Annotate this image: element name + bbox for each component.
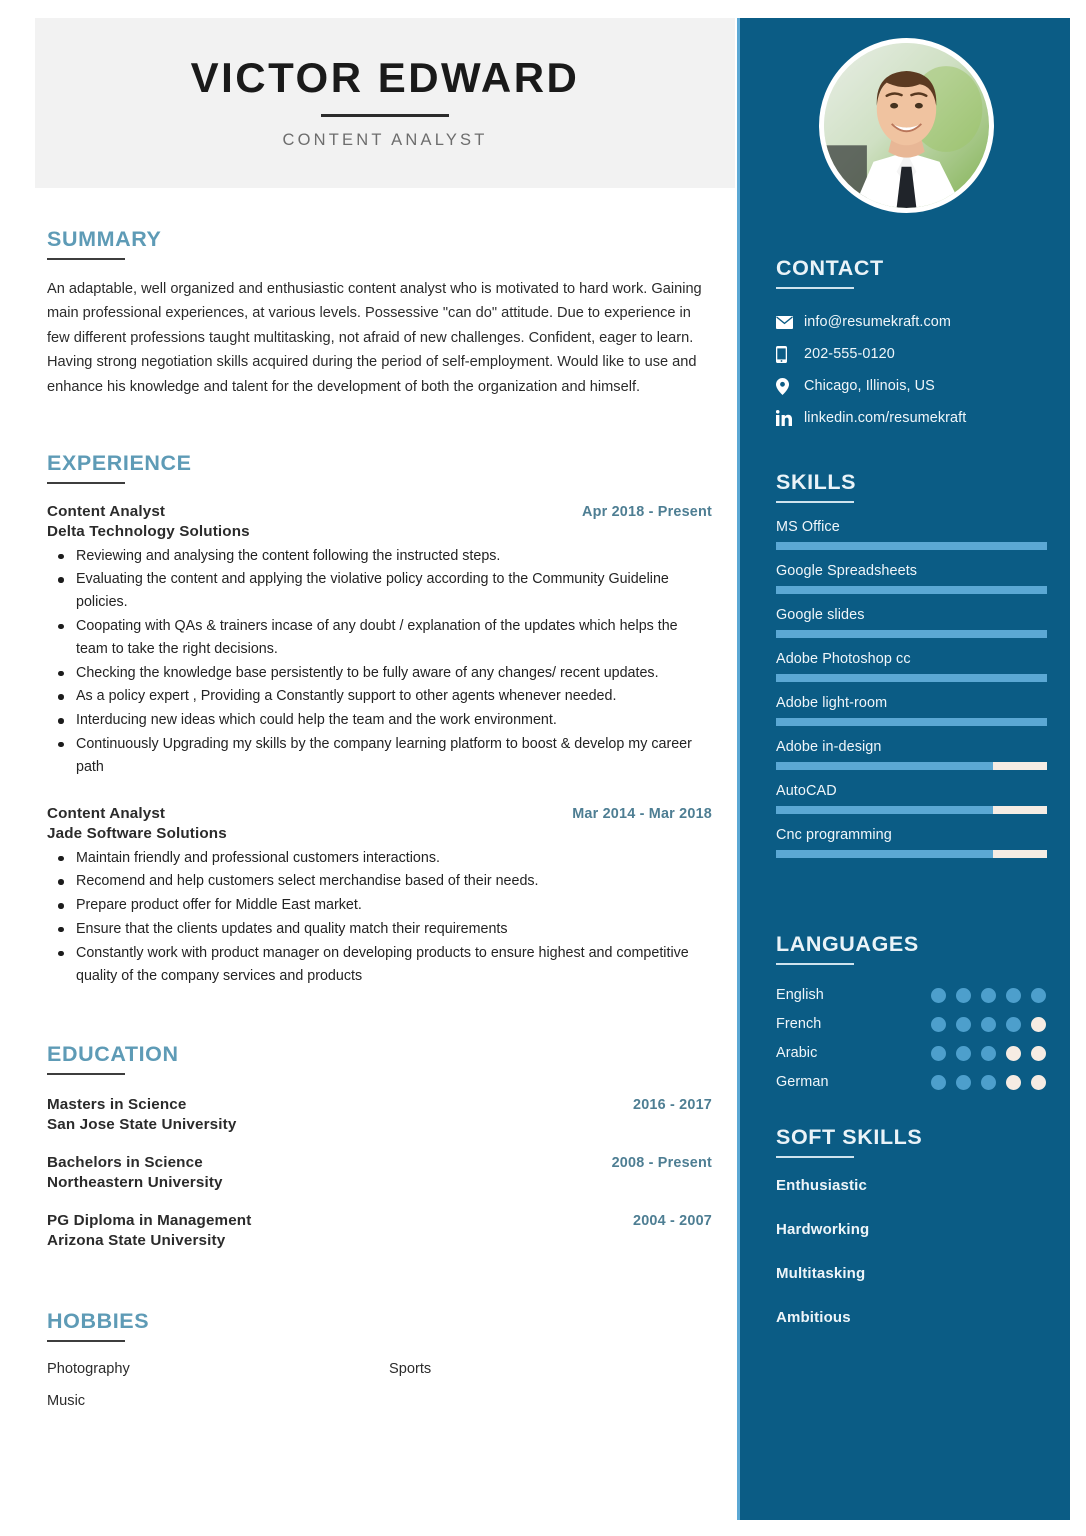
- soft-skills-list: [776, 1177, 1048, 1326]
- hobbies-list: [47, 1361, 712, 1409]
- contact-item-phone[interactable]: [776, 339, 1048, 370]
- skill-bar-track: [776, 630, 1047, 638]
- languages-list: [776, 981, 1048, 1097]
- contact-phone-text: 202-555-0120: [804, 346, 895, 363]
- summary-heading: SUMMARY: [47, 227, 162, 251]
- soft-skills-heading: SOFT SKILLS: [776, 1125, 923, 1149]
- language-rating: [931, 988, 1046, 1003]
- soft-skill-item: Hardworking: [776, 1220, 870, 1238]
- experience-job-date: Mar 2014 - Mar 2018: [572, 805, 712, 822]
- contact-item-linkedin[interactable]: [776, 403, 1048, 434]
- contact-email-text: info@resumekraft.com: [804, 314, 951, 331]
- soft-skill-item: Ambitious: [776, 1308, 851, 1326]
- experience-bullet: Maintain friendly and professional customers interactions.: [47, 847, 712, 870]
- education-entry-header: [47, 1096, 712, 1113]
- language-name: Arabic: [776, 1045, 818, 1062]
- education-degree: Masters in Science: [47, 1095, 187, 1113]
- experience-bullet: Prepare product offer for Middle East market.: [47, 894, 712, 917]
- language-item: [776, 1068, 1048, 1097]
- languages-heading-rule: [776, 963, 854, 965]
- skill-bar-track: [776, 674, 1047, 682]
- hobbies-section: [47, 1310, 712, 1409]
- experience-heading: EXPERIENCE: [47, 451, 192, 475]
- mobile-phone-icon: [776, 346, 798, 363]
- contact-item-email[interactable]: [776, 307, 1048, 338]
- education-entry: [47, 1096, 712, 1133]
- contact-location-text: Chicago, Illinois, US: [804, 378, 935, 395]
- rating-dot-filled: [981, 988, 996, 1003]
- soft-skill-item: Multitasking: [776, 1264, 866, 1282]
- experience-company: Delta Technology Solutions: [47, 522, 250, 540]
- location-pin-icon: [776, 378, 798, 395]
- skill-bar-fill: [776, 718, 1047, 726]
- experience-entry: [47, 503, 712, 779]
- rating-dot-filled: [931, 1075, 946, 1090]
- education-school: Northeastern University: [47, 1173, 223, 1191]
- education-entry-header: [47, 1154, 712, 1171]
- rating-dot-empty: [1031, 1046, 1046, 1061]
- experience-bullet: Evaluating the content and applying the violative policy according to the Community Guideline policies.: [47, 568, 712, 614]
- hobby-item: Music: [47, 1392, 86, 1409]
- experience-company: Jade Software Solutions: [47, 824, 227, 842]
- skill-bar-track: [776, 718, 1047, 726]
- experience-bullet-list: [47, 847, 712, 988]
- education-entry: [47, 1154, 712, 1191]
- experience-job-title: Content Analyst: [47, 804, 166, 822]
- hobbies-heading-rule: [47, 1340, 125, 1342]
- skill-item: [776, 651, 1048, 682]
- language-rating: [931, 1075, 1046, 1090]
- skill-name: AutoCAD: [776, 782, 837, 799]
- skill-bar-track: [776, 806, 1047, 814]
- skill-item: [776, 563, 1048, 594]
- experience-bullet: As a policy expert , Providing a Constantly support to other agents whenever needed.: [47, 685, 712, 708]
- soft-skills-heading-rule: [776, 1156, 854, 1158]
- contact-list: [776, 307, 1048, 434]
- experience-bullet: Continuously Upgrading my skills by the company learning platform to boost & develop my career path: [47, 733, 712, 779]
- contact-item-location[interactable]: [776, 371, 1048, 402]
- skills-section: [776, 471, 1048, 871]
- skill-item: [776, 695, 1048, 726]
- profile-photo: [824, 43, 989, 208]
- rating-dot-empty: [1006, 1075, 1021, 1090]
- rating-dot-filled: [931, 1017, 946, 1032]
- rating-dot-filled: [956, 988, 971, 1003]
- envelope-icon: [776, 316, 798, 329]
- summary-text: An adaptable, well organized and enthusiastic content analyst who is motivated to hard work. Gaining main professional experiences, at various levels. Possessive "can do" attitude. Due to experience in few different professions taught multitasking, not afraid of new challenges. Confident, eager to learn. Having strong negotiation skills acquired during the period of self-employment. Would like to use and enhance his knowledge and talent for the development of both the organization and himself.: [47, 280, 702, 395]
- language-rating: [931, 1046, 1046, 1061]
- skill-bar-track: [776, 850, 1047, 858]
- rating-dot-filled: [956, 1017, 971, 1032]
- skill-item: [776, 827, 1048, 858]
- soft-skills-section: [776, 1126, 1048, 1353]
- experience-bullet: Reviewing and analysing the content following the instructed steps.: [47, 545, 712, 568]
- rating-dot-filled: [956, 1075, 971, 1090]
- rating-dot-empty: [1006, 1046, 1021, 1061]
- experience-bullet: Coopating with QAs & trainers incase of any doubt / explanation of the updates which helps the team to take the right decisions.: [47, 615, 712, 661]
- education-entry: [47, 1212, 712, 1249]
- skill-bar-fill: [776, 542, 1047, 550]
- hobbies-heading: HOBBIES: [47, 1309, 150, 1333]
- linkedin-icon: [776, 410, 798, 426]
- experience-job-date: Apr 2018 - Present: [582, 503, 712, 520]
- language-name: French: [776, 1016, 822, 1033]
- summary-section: [47, 228, 712, 399]
- skills-heading-rule: [776, 501, 854, 503]
- education-heading: EDUCATION: [47, 1042, 179, 1066]
- skill-bar-fill: [776, 806, 993, 814]
- full-name: VICTOR EDWARD: [190, 53, 580, 101]
- soft-skill-item: Enthusiastic: [776, 1176, 867, 1194]
- skill-bar-track: [776, 542, 1047, 550]
- language-rating: [931, 1017, 1046, 1032]
- skill-item: [776, 607, 1048, 638]
- education-date: 2008 - Present: [611, 1154, 712, 1171]
- experience-bullet: Checking the knowledge base persistently to be fully aware of any changes/ recent updates.: [47, 662, 712, 685]
- contact-heading: CONTACT: [776, 256, 884, 280]
- languages-heading: LANGUAGES: [776, 932, 919, 956]
- sidebar: [737, 18, 1070, 1520]
- summary-heading-rule: [47, 258, 125, 260]
- name-divider: [321, 114, 449, 117]
- avatar: [819, 38, 994, 213]
- skill-item: [776, 783, 1048, 814]
- contact-heading-rule: [776, 287, 854, 289]
- rating-dot-filled: [931, 988, 946, 1003]
- experience-bullet: Ensure that the clients updates and quality match their requirements: [47, 918, 712, 941]
- rating-dot-empty: [1031, 1075, 1046, 1090]
- rating-dot-filled: [1006, 988, 1021, 1003]
- skills-list: [776, 519, 1048, 858]
- skill-item: [776, 739, 1048, 770]
- job-title-subtitle: CONTENT ANALYST: [282, 130, 488, 149]
- language-item: [776, 981, 1048, 1010]
- skill-bar-fill: [776, 674, 1047, 682]
- header-banner: [35, 18, 735, 188]
- skill-name: Adobe Photoshop cc: [776, 650, 911, 667]
- experience-bullet-list: [47, 545, 712, 779]
- contact-section: [776, 257, 1048, 435]
- skill-name: Adobe light-room: [776, 694, 888, 711]
- skill-bar-fill: [776, 762, 993, 770]
- experience-bullet: Constantly work with product manager on developing products to ensure highest and competitive quality of the company services and products: [47, 942, 712, 988]
- language-name: English: [776, 987, 824, 1004]
- skill-name: Cnc programming: [776, 826, 892, 843]
- skill-bar-fill: [776, 586, 1047, 594]
- skills-heading: SKILLS: [776, 470, 857, 494]
- education-degree: PG Diploma in Management: [47, 1211, 252, 1229]
- rating-dot-filled: [981, 1075, 996, 1090]
- rating-dot-filled: [1006, 1017, 1021, 1032]
- skill-name: Google slides: [776, 606, 865, 623]
- rating-dot-filled: [931, 1046, 946, 1061]
- rating-dot-filled: [981, 1046, 996, 1061]
- skill-item: [776, 519, 1048, 550]
- rating-dot-empty: [1031, 1017, 1046, 1032]
- skill-bar-fill: [776, 850, 993, 858]
- skill-bar-fill: [776, 630, 1047, 638]
- hobby-item: Photography: [47, 1360, 130, 1377]
- skill-name: MS Office: [776, 518, 840, 535]
- hobby-item: Sports: [389, 1360, 432, 1377]
- education-school: Arizona State University: [47, 1231, 226, 1249]
- skill-bar-track: [776, 762, 1047, 770]
- experience-heading-rule: [47, 482, 125, 484]
- skill-bar-track: [776, 586, 1047, 594]
- experience-entry-header: [47, 805, 712, 822]
- experience-bullet: Recomend and help customers select merchandise based of their needs.: [47, 870, 712, 893]
- experience-entry: [47, 805, 712, 988]
- education-degree: Bachelors in Science: [47, 1153, 203, 1171]
- language-name: German: [776, 1074, 829, 1091]
- experience-entry-header: [47, 503, 712, 520]
- experience-bullet: Interducing new ideas which could help the team and the work environment.: [47, 709, 712, 732]
- education-entry-header: [47, 1212, 712, 1229]
- languages-section: [776, 933, 1048, 1097]
- rating-dot-filled: [1031, 988, 1046, 1003]
- experience-job-title: Content Analyst: [47, 502, 166, 520]
- language-item: [776, 1039, 1048, 1068]
- rating-dot-filled: [981, 1017, 996, 1032]
- contact-linkedin-text: linkedin.com/resumekraft: [804, 410, 967, 427]
- language-item: [776, 1010, 1048, 1039]
- rating-dot-filled: [956, 1046, 971, 1061]
- experience-section: [47, 452, 712, 987]
- education-section: [47, 1043, 712, 1249]
- skill-name: Google Spreadsheets: [776, 562, 918, 579]
- education-date: 2016 - 2017: [632, 1096, 712, 1113]
- skill-name: Adobe in-design: [776, 738, 882, 755]
- education-date: 2004 - 2007: [632, 1212, 712, 1229]
- education-heading-rule: [47, 1073, 125, 1075]
- education-school: San Jose State University: [47, 1115, 237, 1133]
